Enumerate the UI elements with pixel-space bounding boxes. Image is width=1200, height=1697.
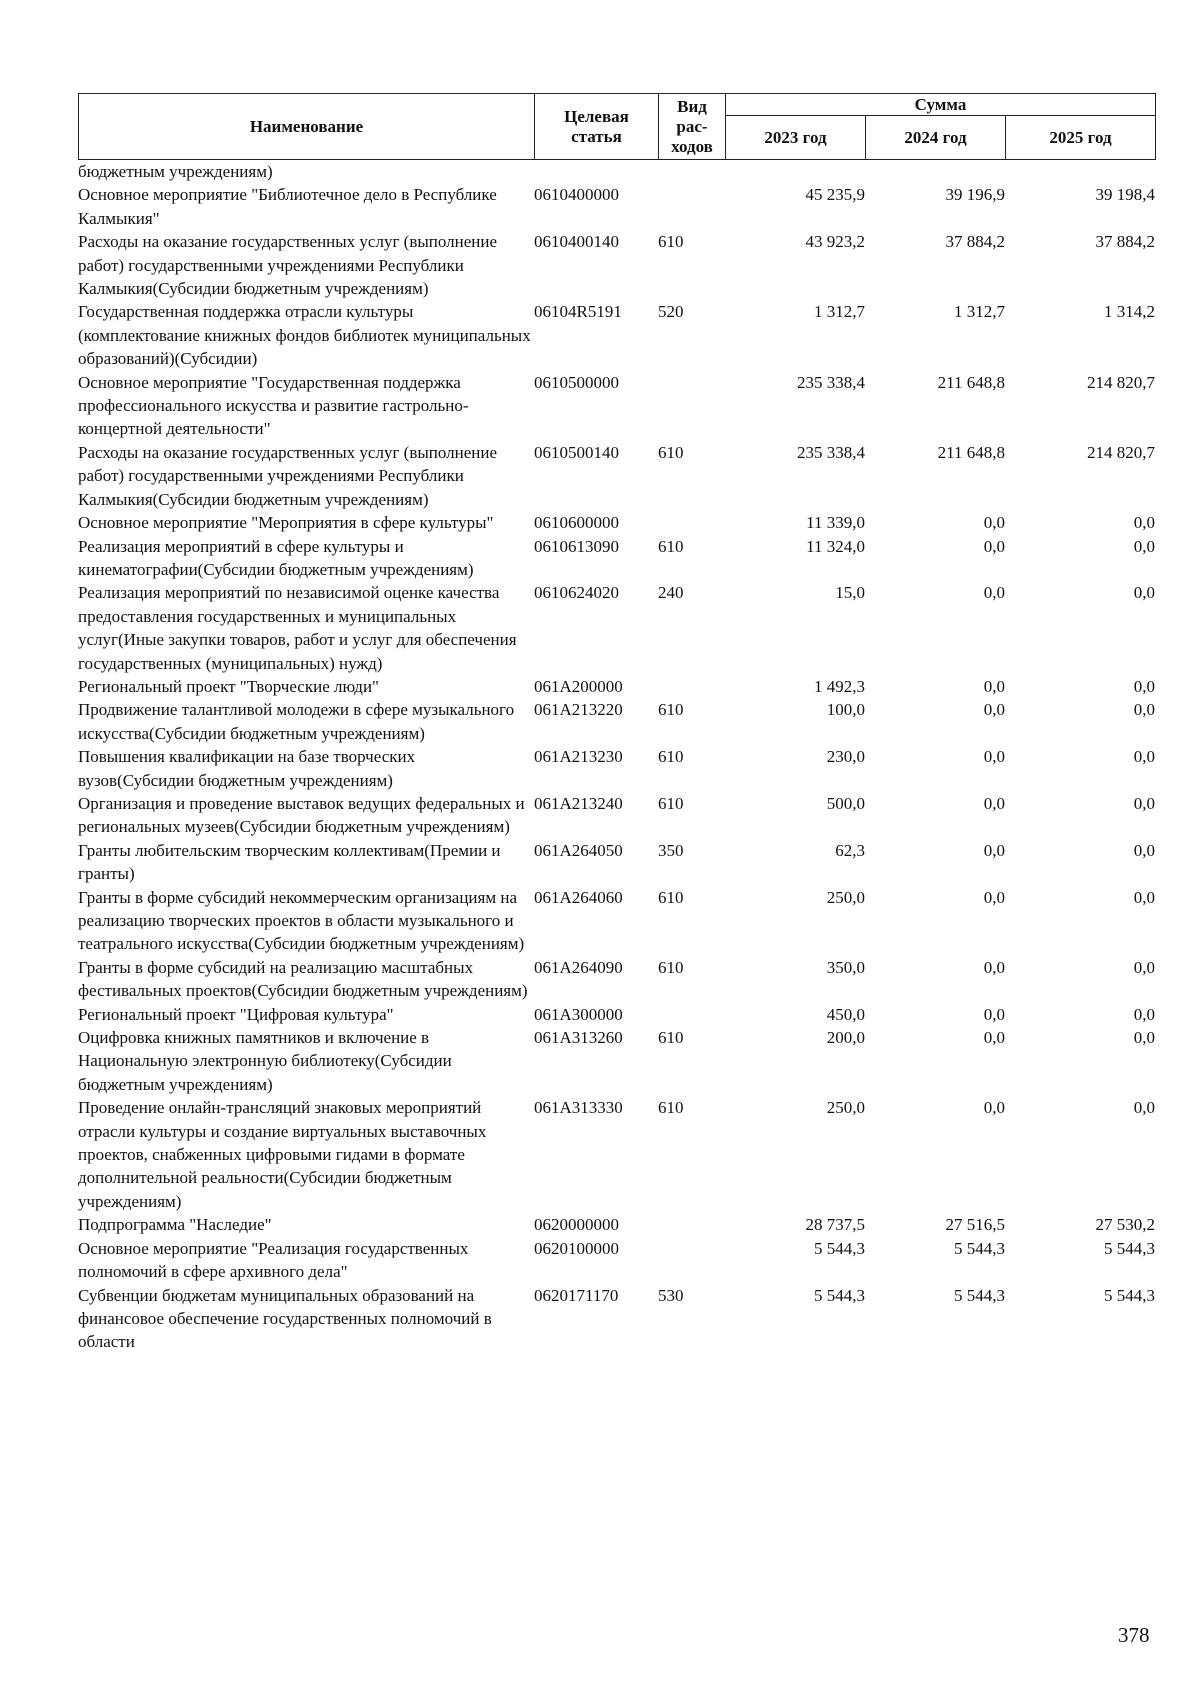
row-amount-2023: 28 737,5: [805, 1215, 865, 1235]
row-amount-2025: 0,0: [1133, 840, 1155, 860]
row-amount-2025: 0,0: [1133, 793, 1155, 813]
row-amount-2024: 0,0: [983, 957, 1005, 977]
row-amount-2025: [1005, 160, 1155, 183]
row-amount-2025: 0,0: [1133, 1004, 1155, 1024]
row-amount-2024: 0,0: [983, 840, 1005, 860]
table-row: [78, 300, 1155, 370]
row-name: Региональный проект "Творческие люди": [78, 676, 379, 696]
row-amount-2024: 5 544,3: [954, 1238, 1005, 1258]
row-name: Гранты любительским творческим коллективам(Премии и гранты): [78, 840, 501, 884]
row-name: Основное мероприятие "Реализация государственных полномочий в сфере архивного дела": [78, 1238, 469, 1282]
row-expense-type: 350: [658, 840, 684, 860]
row-amount-2024: 0,0: [983, 1028, 1005, 1048]
row-target-code: 061A313330: [534, 1098, 623, 1118]
document-page: [78, 93, 1155, 1354]
header-sum: Сумма: [726, 94, 1156, 116]
row-amount-2025: 0,0: [1133, 583, 1155, 603]
row-amount-2023: 250,0: [826, 1098, 865, 1118]
row-name: Государственная поддержка отрасли культуры (комплектование книжных фондов библиотек муниципальных образований)(Субсидии): [78, 302, 531, 369]
header-target: [535, 94, 659, 160]
row-name: Подпрограмма "Наследие": [78, 1215, 272, 1235]
row-amount-2025: 39 198,4: [1095, 185, 1155, 205]
row-amount-2025: 0,0: [1133, 887, 1155, 907]
row-amount-2024: 211 648,8: [937, 372, 1005, 392]
row-amount-2024: [865, 160, 1005, 183]
row-expense-type: 610: [658, 747, 684, 767]
row-expense-type: [658, 160, 725, 183]
table-row: [78, 886, 1155, 956]
row-name: Проведение онлайн-трансляций знаковых мероприятий отрасли культуры и создание виртуальных выставочных проектов, снабженных цифровыми гидами в формате дополнительной реальности(Субсидии бюджетным учреждениям): [78, 1098, 487, 1211]
header-type-line3: ходов: [671, 136, 713, 156]
row-target-code: 061A313260: [534, 1028, 623, 1048]
row-amount-2023: 235 338,4: [797, 442, 865, 462]
row-target-code: 0610613090: [534, 536, 619, 556]
row-expense-type: [658, 511, 725, 534]
row-target-code: 0610600000: [534, 513, 619, 533]
row-expense-type: [658, 183, 725, 230]
header-2025: 2025 год: [1006, 116, 1156, 160]
row-amount-2024: 1 312,7: [954, 302, 1005, 322]
header-name: Наименование: [79, 94, 535, 160]
row-target-code: 061A213230: [534, 747, 623, 767]
row-amount-2023: 235 338,4: [797, 372, 865, 392]
table-row: [78, 1003, 1155, 1026]
budget-rows: [78, 160, 1155, 1354]
table-row: [78, 511, 1155, 534]
table-row: [78, 1096, 1155, 1213]
page-number: 378: [1118, 1623, 1150, 1647]
table-row: [78, 675, 1155, 698]
row-amount-2025: 0,0: [1133, 747, 1155, 767]
row-amount-2024: 37 884,2: [945, 232, 1005, 252]
row-amount-2024: 0,0: [983, 887, 1005, 907]
row-name: Оцифровка книжных памятников и включение в Национальную электронную библиотеку(Субсидии бюджетным учреждениям): [78, 1028, 452, 1094]
table-row: [78, 1026, 1155, 1096]
row-amount-2025: 0,0: [1133, 536, 1155, 556]
row-name: Основное мероприятие "Мероприятия в сфере культуры": [78, 513, 494, 533]
row-amount-2025: 27 530,2: [1095, 1215, 1155, 1235]
row-expense-type: [658, 371, 725, 441]
row-amount-2023: 350,0: [826, 957, 865, 977]
row-expense-type: 240: [658, 583, 684, 603]
row-name: Гранты в форме субсидий на реализацию масштабных фестивальных проектов(Субсидии бюджетным учреждениям): [78, 957, 528, 1001]
row-name: Расходы на оказание государственных услуг (выполнение работ) государственными учреждениями Республики Калмыкия(Субсидии бюджетным учреждениям): [78, 232, 498, 299]
row-target-code: 061A264090: [534, 957, 623, 977]
row-name: Реализация мероприятий в сфере культуры и кинематографии(Субсидии бюджетным учреждениям): [78, 536, 474, 579]
row-expense-type: 610: [658, 793, 684, 813]
table-row: [78, 160, 1155, 183]
row-amount-2024: 211 648,8: [937, 442, 1005, 462]
row-amount-2023: 450,0: [826, 1004, 865, 1024]
row-amount-2023: 1 312,7: [814, 302, 865, 322]
row-amount-2024: 5 544,3: [954, 1285, 1005, 1305]
row-name: Субвенции бюджетам муниципальных образований на финансовое обеспечение государственных полномочий в области: [78, 1285, 492, 1352]
row-amount-2025: 37 884,2: [1095, 232, 1155, 252]
row-target-code: 0620100000: [534, 1238, 619, 1258]
row-name: Гранты в форме субсидий некоммерческим организациям на реализацию творческих проектов в области музыкального и театрального искусства(Субсидии бюджетным учреждениям): [78, 887, 525, 954]
table-row: [78, 581, 1155, 675]
row-name: Основное мероприятие "Государственная поддержка профессионального искусства и развитие гастрольно-концертной деятельности": [78, 372, 469, 439]
row-expense-type: [658, 1003, 725, 1026]
row-amount-2023: 500,0: [826, 793, 865, 813]
row-amount-2025: 214 820,7: [1087, 442, 1155, 462]
table-row: [78, 535, 1155, 582]
row-target-code: 0610500140: [534, 442, 619, 462]
row-name: Реализация мероприятий по независимой оценке качества предоставления государственных и муниципальных услуг(Иные закупки товаров, работ и услуг для обеспечения государственных (муниципальных) нужд): [78, 583, 517, 673]
row-amount-2024: 0,0: [983, 513, 1005, 533]
row-expense-type: 610: [658, 700, 684, 720]
row-expense-type: 610: [658, 536, 684, 556]
row-amount-2024: 0,0: [983, 793, 1005, 813]
budget-table: [78, 160, 1155, 1354]
row-expense-type: [658, 1213, 725, 1236]
row-name: Региональный проект "Цифровая культура": [78, 1004, 394, 1024]
row-amount-2024: 39 196,9: [945, 185, 1005, 205]
table-row: [78, 1284, 1155, 1354]
row-name: Организация и проведение выставок ведущих федеральных и региональных музеев(Субсидии бюджетным учреждениям): [78, 793, 525, 837]
row-amount-2025: 0,0: [1133, 1028, 1155, 1048]
row-target-code: 0610400140: [534, 232, 619, 252]
row-name: бюджетным учреждениям): [78, 162, 273, 181]
row-amount-2025: 214 820,7: [1087, 372, 1155, 392]
row-name: Основное мероприятие "Библиотечное дело в Республике Калмыкия": [78, 185, 497, 228]
row-target-code: 0620171170: [534, 1285, 619, 1305]
row-amount-2023: 230,0: [826, 747, 865, 767]
row-amount-2023: 11 339,0: [806, 513, 865, 533]
table-row: [78, 183, 1155, 230]
row-target-code: 061A264060: [534, 887, 623, 907]
header-expense-type: [659, 94, 726, 160]
row-expense-type: [658, 1237, 725, 1284]
row-amount-2024: 27 516,5: [945, 1215, 1005, 1235]
table-row: [78, 1213, 1155, 1236]
table-row: [78, 441, 1155, 511]
row-amount-2025: 0,0: [1133, 1098, 1155, 1118]
row-target-code: [534, 160, 658, 183]
row-target-code: 061A264050: [534, 840, 623, 860]
header-2024: 2024 год: [866, 116, 1006, 160]
row-expense-type: 610: [658, 442, 684, 462]
row-target-code: 06104R5191: [534, 302, 622, 322]
row-expense-type: 610: [658, 232, 684, 252]
row-name: Повышения квалификации на базе творческих вузов(Субсидии бюджетным учреждениям): [78, 747, 416, 790]
row-amount-2023: [725, 160, 865, 183]
header-target-line1: Целевая: [564, 106, 629, 126]
row-target-code: 0610624020: [534, 583, 619, 603]
table-row: [78, 230, 1155, 300]
row-amount-2025: 5 544,3: [1104, 1238, 1155, 1258]
row-amount-2023: 1 492,3: [814, 676, 865, 696]
row-amount-2024: 0,0: [983, 583, 1005, 603]
row-amount-2025: 0,0: [1133, 957, 1155, 977]
table-row: [78, 698, 1155, 745]
row-amount-2024: 0,0: [983, 700, 1005, 720]
row-expense-type: 610: [658, 887, 684, 907]
header-target-line2: статья: [571, 126, 622, 146]
header-type-line1: Вид: [677, 96, 707, 116]
row-amount-2025: 1 314,2: [1104, 302, 1155, 322]
row-amount-2023: 200,0: [826, 1028, 865, 1048]
row-amount-2024: 0,0: [983, 1098, 1005, 1118]
row-amount-2024: 0,0: [983, 676, 1005, 696]
row-name: Расходы на оказание государственных услуг (выполнение работ) государственными учреждениями Республики Калмыкия(Субсидии бюджетным учреждениям): [78, 442, 498, 509]
row-amount-2023: 62,3: [835, 840, 865, 860]
table-row: [78, 1237, 1155, 1284]
row-amount-2024: 0,0: [983, 747, 1005, 767]
row-amount-2023: 45 235,9: [805, 185, 865, 205]
row-target-code: 0610400000: [534, 185, 619, 205]
row-target-code: 061A213220: [534, 700, 623, 720]
row-target-code: 061A213240: [534, 793, 623, 813]
row-amount-2025: 0,0: [1133, 676, 1155, 696]
row-expense-type: 610: [658, 1098, 684, 1118]
row-amount-2023: 43 923,2: [805, 232, 865, 252]
row-amount-2024: 0,0: [983, 1004, 1005, 1024]
row-amount-2024: 0,0: [983, 536, 1005, 556]
header-2023: 2023 год: [726, 116, 866, 160]
row-amount-2023: 11 324,0: [806, 536, 865, 556]
row-expense-type: 530: [658, 1285, 684, 1305]
row-target-code: 0620000000: [534, 1215, 619, 1235]
row-expense-type: 610: [658, 957, 684, 977]
row-amount-2025: 0,0: [1133, 513, 1155, 533]
table-row: [78, 839, 1155, 886]
table-row: [78, 792, 1155, 839]
header-type-line2: рас-: [676, 116, 708, 136]
row-amount-2023: 15,0: [835, 583, 865, 603]
row-amount-2025: 0,0: [1133, 700, 1155, 720]
row-amount-2023: 100,0: [826, 700, 865, 720]
table-header: [78, 93, 1156, 160]
row-amount-2023: 5 544,3: [814, 1238, 865, 1258]
row-target-code: 0610500000: [534, 372, 619, 392]
row-name: Продвижение талантливой молодежи в сфере музыкального искусства(Субсидии бюджетным учреждениям): [78, 700, 515, 743]
row-amount-2025: 5 544,3: [1104, 1285, 1155, 1305]
row-amount-2023: 250,0: [826, 887, 865, 907]
row-expense-type: 520: [658, 302, 684, 322]
table-row: [78, 956, 1155, 1003]
table-row: [78, 371, 1155, 441]
row-amount-2023: 5 544,3: [814, 1285, 865, 1305]
row-expense-type: [658, 675, 725, 698]
table-row: [78, 745, 1155, 792]
row-expense-type: 610: [658, 1028, 684, 1048]
row-target-code: 061A300000: [534, 1004, 623, 1024]
row-target-code: 061A200000: [534, 676, 623, 696]
